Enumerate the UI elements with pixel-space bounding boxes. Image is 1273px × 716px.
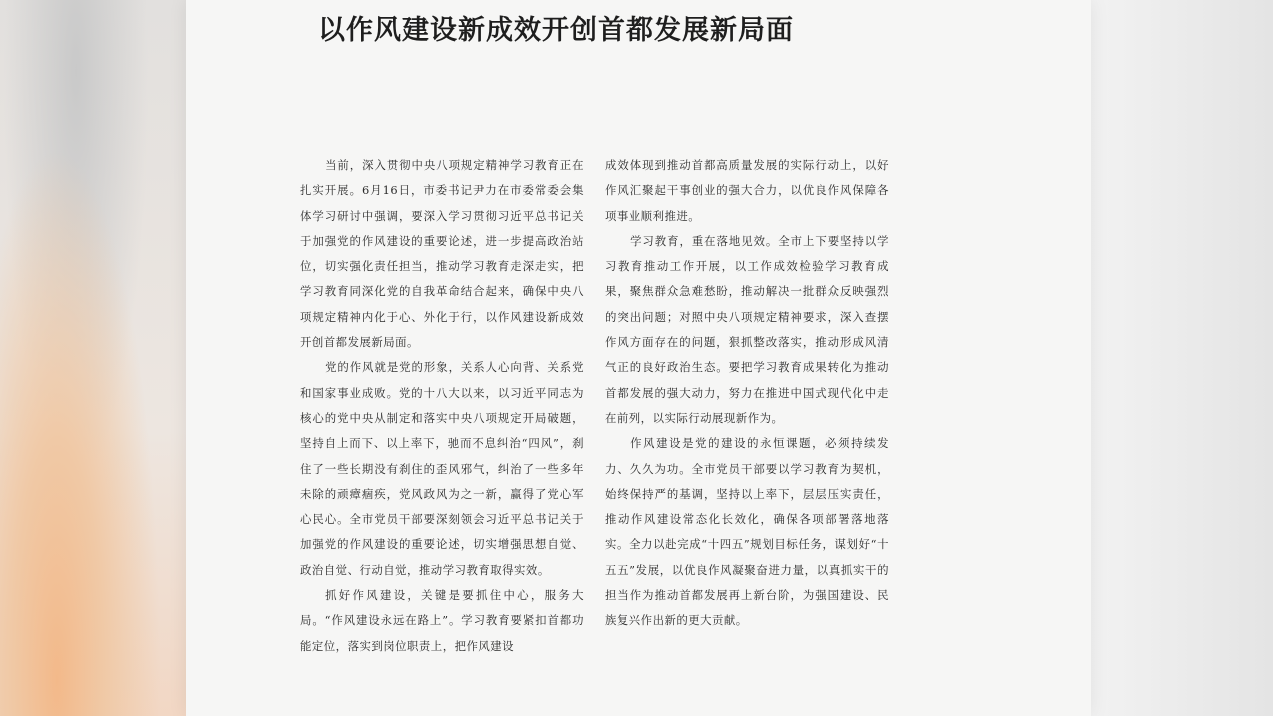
paragraph: 党的作风就是党的形象，关系人心向背、关系党和国家事业成败。党的十八大以来，以习近平同志为核心的党中央从制定和落实中央八项规定开局破题，坚持自上而下、以上率下，驰而不息纠治“四风”，刹住了一些长期没有刹住的歪风邪气，纠治了一些多年未除的顽瘴痼疾，党风政风为之一新，赢得了党心军心民心。全市党员干部要深刻领会习近平总书记关于加强党的作风建设的重要论述，切实增强思想自觉、政治自觉、行动自觉，推动学习教育取得实效。	[300, 360, 584, 577]
background-right	[1091, 0, 1273, 716]
article-column-left	[300, 153, 584, 659]
paragraph: 作风建设是党的建设的永恒课题，必须持续发力、久久为功。全市党员干部要以学习教育为契机，始终保持严的基调，坚持以上率下，层层压实责任，推动作风建设常态化长效化，确保各项部署落地落实。全力以赴完成“十四五”规划目标任务，谋划好“十五五”发展，以优良作风凝聚奋进力量，以真抓实干的担当作为推动首都发展再上新台阶，为强国建设、民族复兴作出新的更大贡献。	[605, 436, 889, 628]
article-column-right	[605, 153, 889, 634]
paragraph: 抓好作风建设，关键是要抓住中心，服务大局。“作风建设永远在路上”。学习教育要紧扣首都功能定位，落实到岗位职责上，把作风建设	[300, 588, 584, 653]
paragraph: 学习教育，重在落地见效。全市上下要坚持以学习教育推动工作开展，以工作成效检验学习教育成果，聚焦群众急难愁盼，推动解决一批群众反映强烈的突出问题；对照中央八项规定精神要求，深入查摆作风方面存在的问题，狠抓整改落实，推动形成风清气正的良好政治生态。要把学习教育成果转化为推动首都发展的强大动力，努力在推进中国式现代化中走在前列，以实际行动展现新作为。	[605, 233, 889, 425]
background-left	[0, 0, 190, 716]
article-title: 以作风建设新成效开创首都发展新局面	[318, 15, 794, 46]
paragraph: 当前，深入贯彻中央八项规定精神学习教育正在扎实开展。6月16日，市委书记尹力在市委常委会集体学习研讨中强调，要深入学习贯彻习近平总书记关于加强党的作风建设的重要论述，进一步提高政治站位，切实强化责任担当，推动学习教育走深走实，把学习教育同深化党的自我革命结合起来，确保中央八项规定精神内化于心、外化于行，以作风建设新成效开创首都发展新局面。	[300, 158, 584, 350]
paragraph: 成效体现到推动首都高质量发展的实际行动上，以好作风汇聚起干事创业的强大合力，以优良作风保障各项事业顺利推进。	[605, 158, 889, 223]
